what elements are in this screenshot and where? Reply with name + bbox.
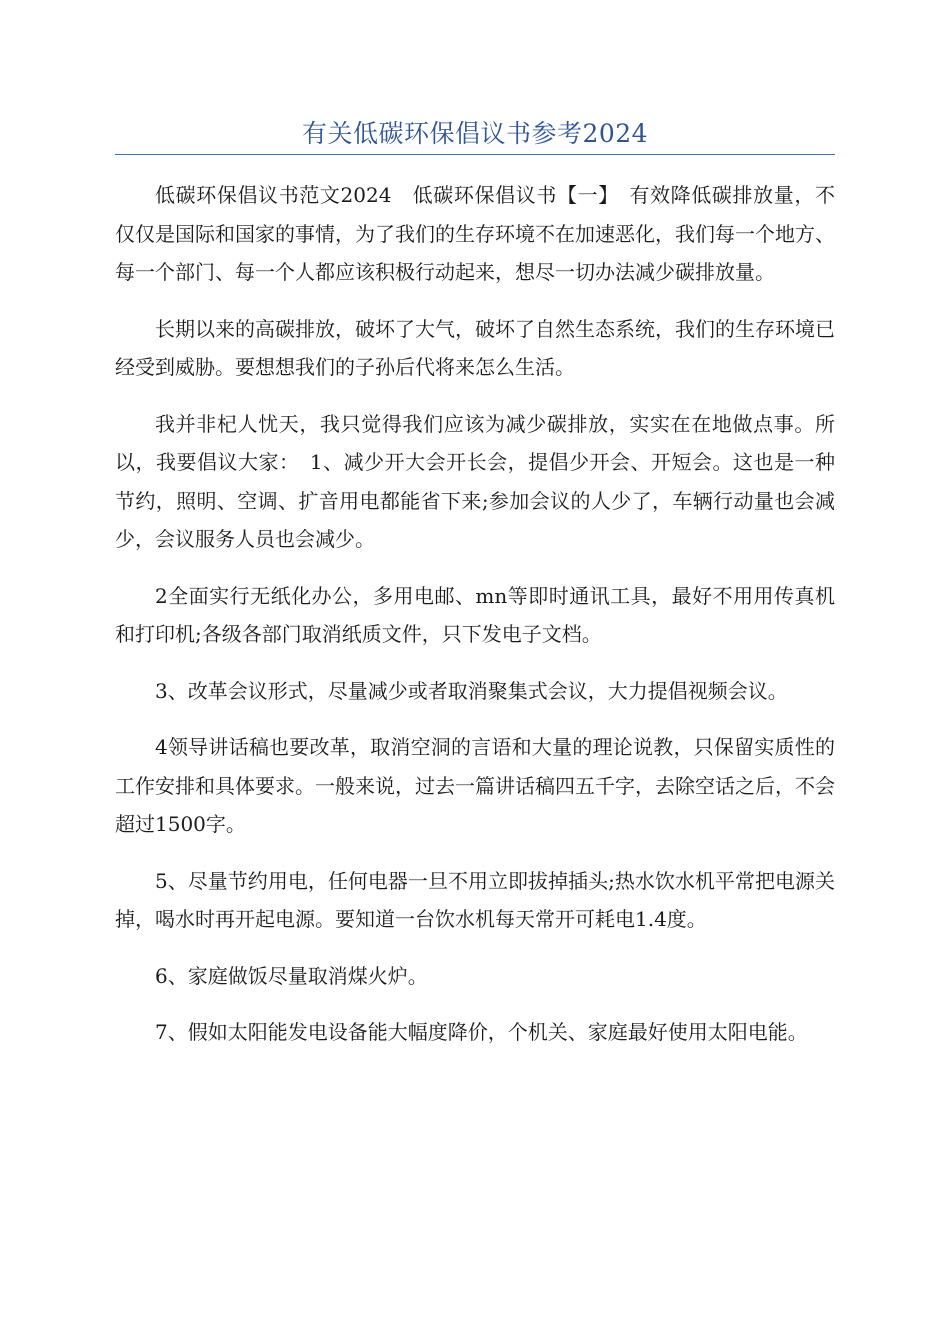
paragraph-3: 我并非杞人忧天，我只觉得我们应该为减少碳排放，实实在在地做点事。所以，我要倡议大家： 1、减少开大会开长会，提倡少开会、开短会。这也是一种节约，照明、空调、扩音用电都能省下来;参加会议的人少了，车辆行动量也会减少，会议服务人员也会减少。 — [115, 411, 835, 551]
document-body — [115, 176, 835, 1070]
paragraph-6: 4领导讲话稿也要改革，取消空洞的言语和大量的理论说教，只保留实质性的工作安排和具体要求。一般来说，过去一篇讲话稿四五千字，去除空话之后，不会超过1500字。 — [115, 735, 835, 836]
paragraph-8: 6、家庭做饭尽量取消煤火炉。 — [155, 963, 428, 988]
document-title: 有关低碳环保倡议书参考2024 — [301, 119, 649, 148]
paragraph-4: 2全面实行无纸化办公，多用电邮、mn等即时通讯工具，最好不用用传真机和打印机;各级各部门取消纸质文件，只下发电子文档。 — [115, 583, 835, 646]
paragraph-1: 低碳环保倡议书范文2024 低碳环保倡议书【一】 有效降低碳排放量，不仅仅是国际和国家的事情，为了我们的生存环境不在加速恶化，我们每一个地方、每一个部门、每一个人都应该积极行动起来，想尽一切办法减少碳排放量。 — [115, 183, 835, 284]
paragraph-7: 5、尽量节约用电，任何电器一旦不用立即拔掉插头;热水饮水机平常把电源关掉，喝水时再开起电源。要知道一台饮水机每天常开可耗电1.4度。 — [115, 868, 835, 931]
title-underline — [115, 154, 835, 155]
paragraph-9: 7、假如太阳能发电设备能大幅度降价，个机关、家庭最好使用太阳电能。 — [155, 1020, 808, 1044]
paragraph-2: 长期以来的高碳排放，破坏了大气，破坏了自然生态系统，我们的生存环境已经受到威胁。要想想我们的子孙后代将来怎么生活。 — [115, 316, 835, 379]
paragraph-5: 3、改革会议形式，尽量减少或者取消聚集式会议，大力提倡视频会议。 — [155, 678, 788, 703]
